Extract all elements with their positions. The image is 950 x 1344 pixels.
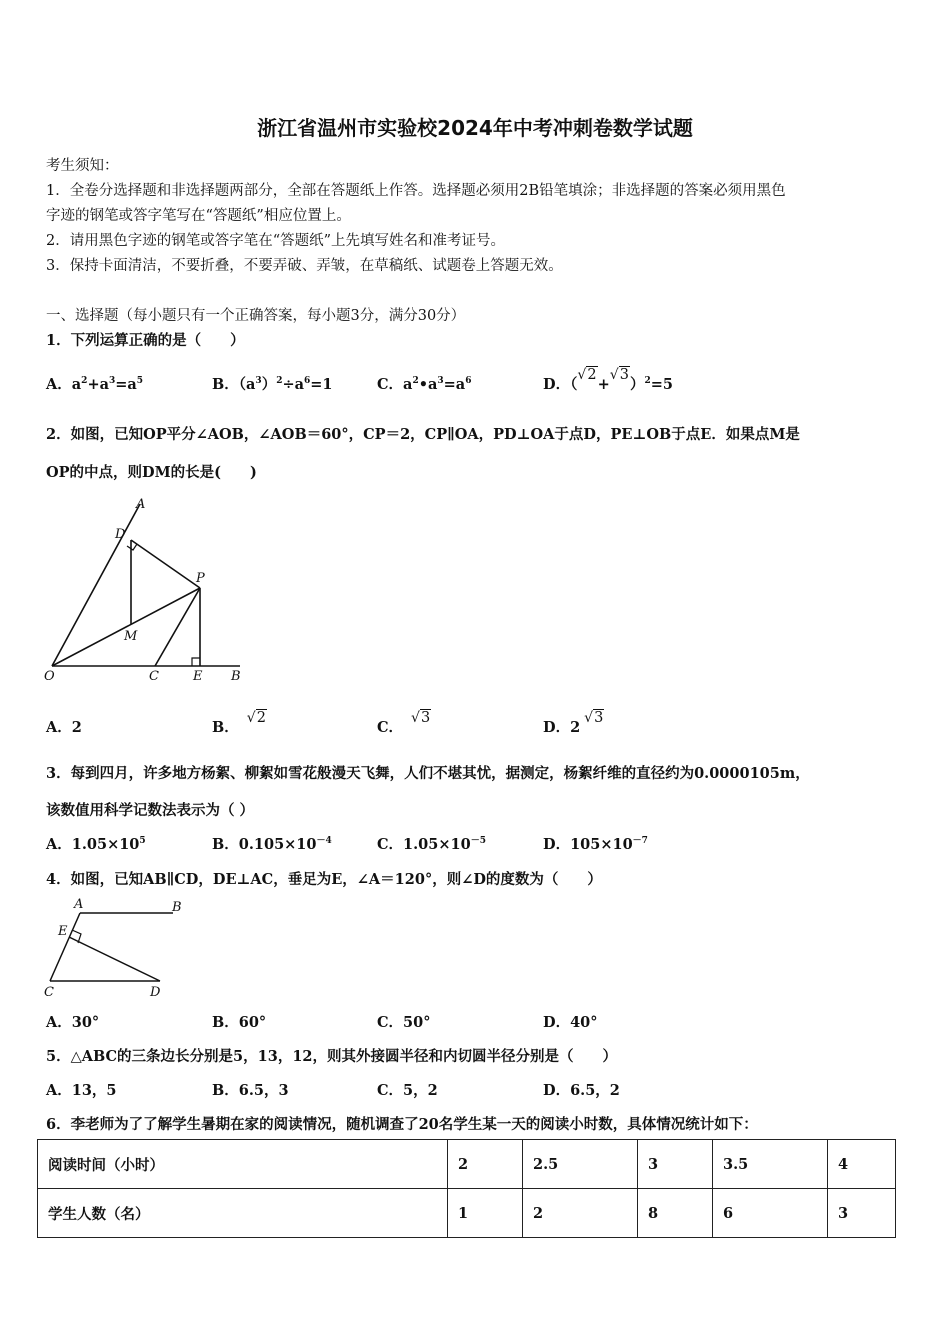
q4-label-b: B xyxy=(172,900,182,915)
q1-option-c: C．$a^2•a^3=a^6$ xyxy=(377,376,472,393)
q4-label-c: C xyxy=(44,985,54,1000)
table-cell: 3.5 xyxy=(713,1140,828,1189)
q4-stem: 4．如图，已知AB∥CD，DE⊥AC，垂足为E，∠A＝120°，则∠D的度数为（ ） xyxy=(46,871,602,888)
q2-option-b-radicand: 2 xyxy=(256,710,266,726)
q3-option-a-base: A．1.05×10 xyxy=(46,836,140,853)
q2-geometry-figure xyxy=(40,492,250,687)
q4-option-a: A．30° xyxy=(46,1014,100,1031)
q2-option-b-label: B． xyxy=(212,719,239,736)
q2-label-o: O xyxy=(44,669,55,684)
q3-option-a-exponent: 5 xyxy=(139,836,146,847)
table-row xyxy=(38,1140,896,1189)
q2-option-a: A．2 xyxy=(46,719,82,736)
q2-stem-line-2: OP的中点，则DM的长是( ) xyxy=(46,464,257,481)
q1-option-a: A．$a^2+a^3=a^5$ xyxy=(46,376,144,393)
q1-option-b-label: B． xyxy=(212,376,239,393)
q3-stem-line-2: 该数值用科学记数法表示为（ ） xyxy=(46,802,255,819)
q4-label-d: D xyxy=(150,985,161,1000)
q2-option-c-label: C． xyxy=(377,719,404,736)
q6-stem: 6．李老师为了了解学生暑期在家的阅读情况，随机调查了20名学生某一天的阅读小时数，具体情况统计如下： xyxy=(46,1116,758,1133)
q2-label-e: E xyxy=(193,669,203,684)
q4-option-b: B．60° xyxy=(212,1014,267,1031)
q3-option-c xyxy=(377,833,486,854)
q1-option-b: B．$(a^3)^2\div a^6=1$ xyxy=(212,376,333,393)
table-cell: 2 xyxy=(523,1189,638,1238)
table-cell: 2.5 xyxy=(523,1140,638,1189)
q2-label-b: B xyxy=(231,669,241,684)
q2-stem-line-1: 2．如图，已知OP平分∠AOB，∠AOB＝60°，CP＝2，CP∥OA，PD⊥OA于点D，PE⊥OB于点E．如果点M是 xyxy=(46,426,800,443)
table-cell: 2 xyxy=(448,1140,523,1189)
q4-option-d: D．40° xyxy=(543,1014,598,1031)
q3-option-a xyxy=(46,833,146,854)
table-cell: 3 xyxy=(638,1140,713,1189)
q3-option-c-base: C．1.05×10 xyxy=(377,836,471,853)
q4-label-a: A xyxy=(74,897,84,912)
table-cell: 4 xyxy=(828,1140,896,1189)
q5-option-d: D．6.5，2 xyxy=(543,1082,620,1099)
q3-stem-line-1: 3．每到四月，许多地方杨絮、柳絮如雪花般漫天飞舞，人们不堪其忧，据测定，杨絮纤维的直径约为0.0000105m， xyxy=(46,765,810,782)
q3-option-b-exponent: －4 xyxy=(316,836,332,847)
notice-line-1a: 1．全卷分选择题和非选择题两部分，全部在答题纸上作答。选择题必须用2B铅笔填涂；非选择题的答案必须用黑色 xyxy=(46,183,786,199)
q2-option-d-radicand: 3 xyxy=(594,710,604,726)
q3-option-d-base: D．105×10 xyxy=(543,836,633,853)
table-row-header-student-count: 学生人数（名） xyxy=(38,1189,448,1238)
q5-option-b: B．6.5，3 xyxy=(212,1082,289,1099)
q2-option-d: D．2 √ 3 xyxy=(543,710,604,736)
q2-option-d-label: D．2 xyxy=(543,719,581,736)
q4-option-c: C．50° xyxy=(377,1014,431,1031)
q6-reading-table xyxy=(37,1139,896,1238)
notice-line-1b: 字迹的钢笔或答字笔写在“答题纸”相应位置上。 xyxy=(46,208,351,224)
q3-option-d xyxy=(543,833,648,854)
q1-option-d: D．（ √ 2+ √ 3）$^2$=5 xyxy=(543,367,673,393)
table-cell: 6 xyxy=(713,1189,828,1238)
q3-option-b xyxy=(212,833,332,854)
q3-option-c-exponent: －5 xyxy=(470,836,486,847)
q2-line-pd xyxy=(131,540,200,588)
q2-option-c-radicand: 3 xyxy=(421,710,431,726)
q2-label-p: P xyxy=(196,571,205,586)
q2-label-m: M xyxy=(124,629,138,644)
notice-line-3: 3．保持卡面清洁，不要折叠，不要弄破、弄皱，在草稿纸、试题卷上答题无效。 xyxy=(46,258,563,274)
q5-option-a: A．13，5 xyxy=(46,1082,117,1099)
q5-option-c: C．5，2 xyxy=(377,1082,438,1099)
q4-label-e: E xyxy=(58,924,68,939)
q3-option-b-base: B．0.105×10 xyxy=(212,836,317,853)
q2-label-c: C xyxy=(149,669,159,684)
notice-line-2: 2．请用黑色字迹的钢笔或答字笔在“答题纸”上先填写姓名和准考证号。 xyxy=(46,233,506,249)
table-row xyxy=(38,1189,896,1238)
table-cell: 8 xyxy=(638,1189,713,1238)
q4-geometry-figure xyxy=(38,893,193,1003)
q2-option-b: B． √ 2 xyxy=(212,710,266,736)
q3-option-d-exponent: －7 xyxy=(632,836,648,847)
q2-right-angle-d xyxy=(127,544,137,550)
notice-header: 考生须知： xyxy=(46,158,119,174)
q1-option-c-label: C． xyxy=(377,376,404,393)
q2-label-d: D xyxy=(115,527,126,542)
q5-stem: 5．△ABC的三条边长分别是5，13，12，则其外接圆半径和内切圆半径分别是（ ） xyxy=(46,1048,617,1065)
q2-option-c: C． √ 3 xyxy=(377,710,431,736)
table-cell: 3 xyxy=(828,1189,896,1238)
page-title: 浙江省温州市实验校2024年中考冲刺卷数学试题 xyxy=(257,116,693,140)
q2-label-a: A xyxy=(136,497,146,512)
q1-stem: 1．下列运算正确的是（ ） xyxy=(46,332,245,349)
q2-right-angle-e xyxy=(192,658,200,666)
q4-line-de xyxy=(69,937,160,981)
q1-option-a-label: A． xyxy=(46,376,72,393)
table-row-header-reading-time: 阅读时间（小时） xyxy=(38,1140,448,1189)
table-cell: 1 xyxy=(448,1189,523,1238)
section-1-heading: 一、选择题（每小题只有一个正确答案，每小题3分，满分30分） xyxy=(46,308,466,324)
q1-option-d-label: D． xyxy=(543,376,571,393)
